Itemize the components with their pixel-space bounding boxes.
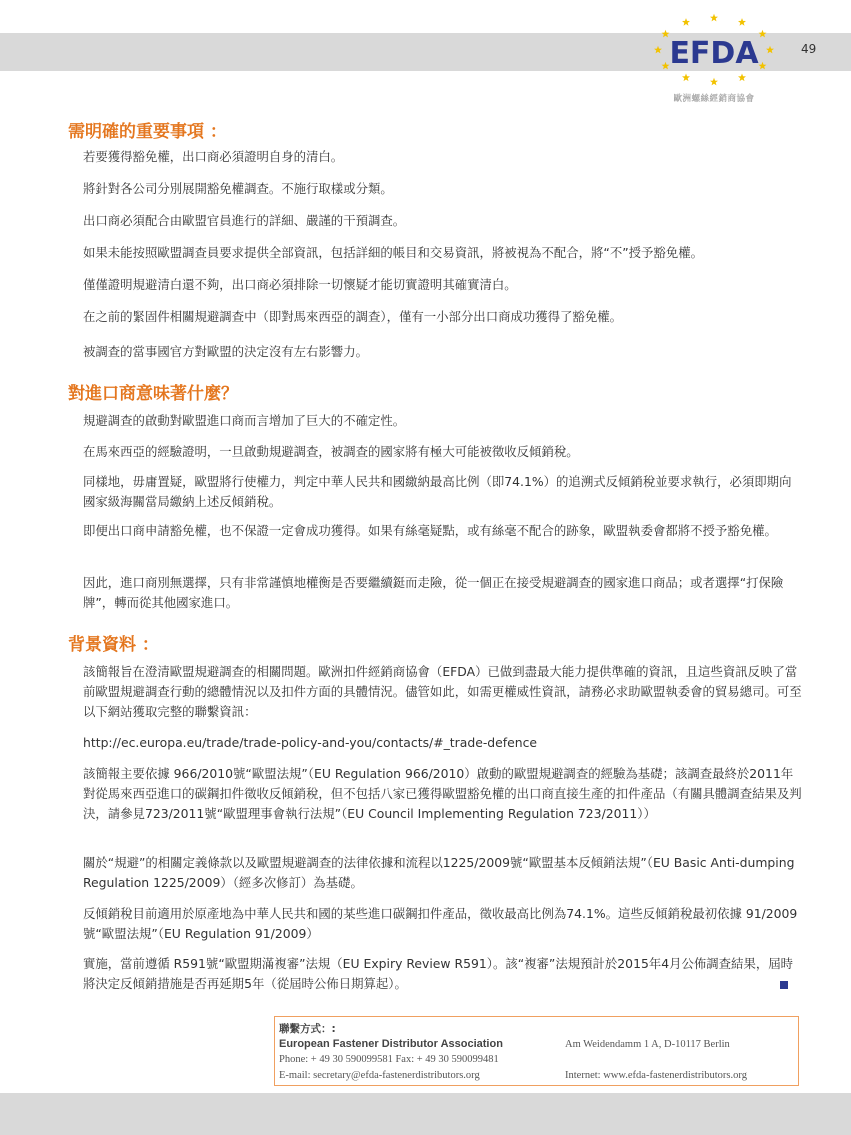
paragraph: 即便出口商申請豁免權，也不保證一定會成功獲得。如果有絲毫疑點，或有絲毫不配合的跡象，歐盟執委會都將不授予豁免權。 [83,523,777,538]
paragraph: 被調查的當事國官方對歐盟的決定沒有左右影響力。 [83,344,368,359]
paragraph: 將針對各公司分別展開豁免權調查。不施行取樣或分類。 [83,181,393,196]
contact-phone: Phone: + 49 30 590099581 Fax: + 49 30 590099481 [279,1054,499,1065]
star-icon [662,30,670,38]
paragraph: 反傾銷稅目前適用於原產地為中華人民共和國的某些進口碳鋼扣件產品，徵收最高比例為74.1%。這些反傾銷稅最初依據 91/2009號“歐盟法規”（EU Regulation 91/2009） [83,906,798,941]
star-icon [738,18,746,26]
contact-box [274,1016,799,1086]
reference-link[interactable]: http://ec.europa.eu/trade/trade-policy-and-you/contacts/#_trade-defence [83,735,538,750]
paragraph: 如果未能按照歐盟調查員要求提供全部資訊，包括詳細的帳目和交易資訊，將被視為不配合，將“不”授予豁免權。 [83,245,703,260]
section-title-key-points: 需明確的重要事項 ： [68,122,227,142]
star-icon [710,78,718,86]
end-mark-icon [780,981,788,989]
section-title-importers: 對進口商意味著什麼？ [68,384,238,404]
paragraph: 因此，進口商別無選擇，只有非常謹慎地權衡是否要繼續鋌而走險，從一個正在接受規避調查的國家進口商品；或者選擇“打保險牌”，轉而從其他國家進口。 [83,575,784,610]
star-icon [738,74,746,82]
paragraph: 出口商必須配合由歐盟官員進行的詳細、嚴謹的干預調查。 [83,213,406,228]
contact-org: European Fastener Distributor Association [279,1038,503,1050]
logo-caption: 歐洲螺絲經銷商協會 [673,94,755,104]
star-icon [654,46,662,54]
paragraph: 該簡報主要依據 966/2010號“歐盟法規”（EU Regulation 966/2010）啟動的歐盟規避調查的經驗為基礎；該調查最終於2011年對從馬來西亞進口的碳鋼扣件徵收反傾銷稅，但不包括八家已獲得歐盟豁免權的出口商直接生產的扣件產品（有關具體調查結果及判決，請參見723/2011號“歐盟理事會執行法規”（EU Council Implementing Regulation 723/2011）） [83,766,802,821]
contact-website[interactable]: Internet: www.efda-fastenerdistributors.org [565,1070,747,1081]
efda-logo [648,10,780,106]
star-icon [759,30,767,38]
footer-band [0,1093,851,1135]
paragraph: 僅僅證明規避清白還不夠，出口商必須排除一切懷疑才能切實證明其確實清白。 [83,277,517,292]
logo-wordmark: EFDA [669,36,759,71]
section-title-background: 背景資料 ： [68,635,159,655]
contact-label: 聯繫方式：: [279,1023,336,1035]
paragraph: 同樣地，毋庸置疑，歐盟將行使權力，判定中華人民共和國繳納最高比例（即74.1%）的追溯式反傾銷稅並要求執行，必須即期向國家級海關當局繳納上述反傾銷稅。 [83,474,792,509]
paragraph: 該簡報旨在澄清歐盟規避調查的相關問題。歐洲扣件經銷商協會（EFDA）已做到盡最大能力提供準確的資訊，且這些資訊反映了當前歐盟規避調查行動的總體情況以及扣件方面的具體情況。儘管如此，如需更權威性資訊，請務必求助歐盟執委會的貿易總司。可至以下網站獲取完整的聯繫資訊： [83,664,802,719]
star-ring-icon [648,10,780,90]
contact-email[interactable]: E-mail: secretary@efda-fastenerdistributors.org [279,1070,480,1081]
paragraph: 規避調查的啟動對歐盟進口商而言增加了巨大的不確定性。 [83,413,406,428]
paragraph: 實施，當前遵循 R591號“歐盟期滿複審”法規（EU Expiry Review R591）。該“複審”法規預計於2015年4月公佈調查結果，屆時將決定反傾銷措施是否再延期5年（從屆時公佈日期算起）。 [83,956,794,991]
star-icon [710,14,718,22]
star-icon [682,18,690,26]
star-icon [682,74,690,82]
star-icon [662,62,670,70]
paragraph: 在之前的緊固件相關規避調查中（即對馬來西亞的調查），僅有一小部分出口商成功獲得了豁免權。 [83,309,622,324]
paragraph: 在馬來西亞的經驗證明，一旦啟動規避調查，被調查的國家將有極大可能被徵收反傾銷稅。 [83,444,579,459]
contact-address: Am Weidendamm 1 A, D-10117 Berlin [565,1039,730,1050]
paragraph: 若要獲得豁免權，出口商必須證明自身的清白。 [83,149,344,164]
star-icon [766,46,774,54]
page-number: 49 [801,42,817,56]
paragraph: 關於“規避”的相關定義條款以及歐盟規避調查的法律依據和流程以1225/2009號“歐盟基本反傾銷法規”（EU Basic Anti-dumping Regulation 1225/2009）（經多次修訂）為基礎。 [83,855,795,890]
star-icon [759,62,767,70]
